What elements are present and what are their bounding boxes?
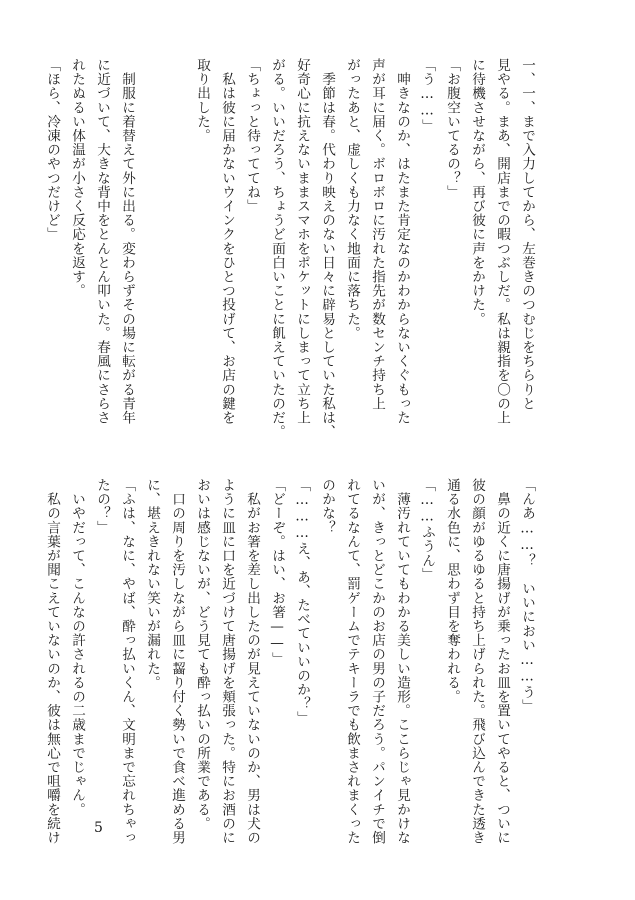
text-line: 薄汚れていてもわかる美しい造形。ここらじゃ見かけな [394,478,410,845]
text-line: がったあと、虚しくも力なく地面に落ちた。 [344,58,360,340]
text-line: 好奇心に抗えないままスマホをポケットにしまって立ち上 [294,58,310,425]
text-line: 季節は春。代わり映えのない日々に辟易としていた私は、 [319,58,335,439]
text-line: 「ちょっと待っててね」 [244,58,260,214]
text-line: 私の言葉が聞こえていないのか、彼は無心で咀嚼を続け [44,478,60,845]
text-line: 私がお箸を差し出したのが見えていないのか、男は犬の [244,478,260,845]
text-line: に近づいて、大きな背中をとんとん叩いた。春風にさらさ [94,58,110,425]
text-line: 一、一、まで入力してから、左巻きのつむじをちらりと [519,58,535,411]
text-line: 「………え、あ、たべていいのか？」 [294,478,310,725]
blank-line [139,58,164,458]
text-line: 彼の顔がゆるゆると持ち上げられた。飛び込んできた透き [469,478,485,845]
text-line: ように皿に口を近づけて唐揚げを頬張った。特にお酒のに [219,478,235,845]
text-line: 「ふは、なに、やば、酔っ払いくん、文明まで忘れちゃっ [119,478,135,845]
text-line: 「……ふうん」 [419,478,435,582]
text-line: 「んあ……？ いいにおい……う」 [519,478,535,714]
text-line: いが、きっとどこかのお店の男の子だろう。パンイチで倒 [369,478,385,845]
text-line: 取り出した。 [194,58,210,143]
text-line: 「お腹空いてるの？」 [444,58,460,199]
text-line: 声が耳に届く。ボロボロに汚れた指先が数センチ持ち上 [369,58,385,411]
text-line: 「う……」 [419,58,435,134]
text-line: いやだって、こんなの許されるの二歳までじゃん。 [69,478,85,817]
text-line: 呻きなのか、はたまた肯定なのかわからないくぐもった [394,58,410,425]
text-line: に、堪えきれない笑いが漏れた。 [144,478,160,690]
text-line: たの？」 [94,478,110,535]
text-line: れたぬるい体温が小さく反応を返す。 [69,58,85,298]
blank-line [164,58,189,458]
upper-text-block [44,58,539,458]
lower-text-block [44,478,539,878]
text-line: 制服に着替えて外に出る。変わらずその場に転がる青年 [119,58,135,425]
text-line: 「どーぞ。はい、お箸——」 [269,478,285,667]
page-number: 5 [94,820,103,836]
text-line: 見やる。まあ、開店までの暇つぶしだ。私は親指を〇の上 [494,58,510,425]
text-line: 私は彼に届かないウインクをひとつ投げて、お店の鍵を [219,58,235,425]
text-line: 口の周りを汚しながら皿に齧り付く勢いで食べ進める男 [169,478,185,845]
text-line: おいは感じないが、どう見ても酔っ払いの所業である。 [194,478,210,831]
text-line: 通る水色に、思わず目を奪われる。 [444,478,460,704]
text-line: 鼻の近くに唐揚げが乗ったお皿を置いてやると、ついに [494,478,510,845]
text-line: れてるなんて、罰ゲームでテキーラでも飲まされまくった [344,478,360,845]
text-line: 「ほら、冷凍のやつだけど」 [44,58,60,242]
text-line: のかな？ [319,478,335,535]
text-line: に待機させながら、再び彼に声をかけた。 [469,58,485,326]
text-line: がる。いいだろう、ちょうど面白いことに飢えていたのだ。 [269,58,285,439]
